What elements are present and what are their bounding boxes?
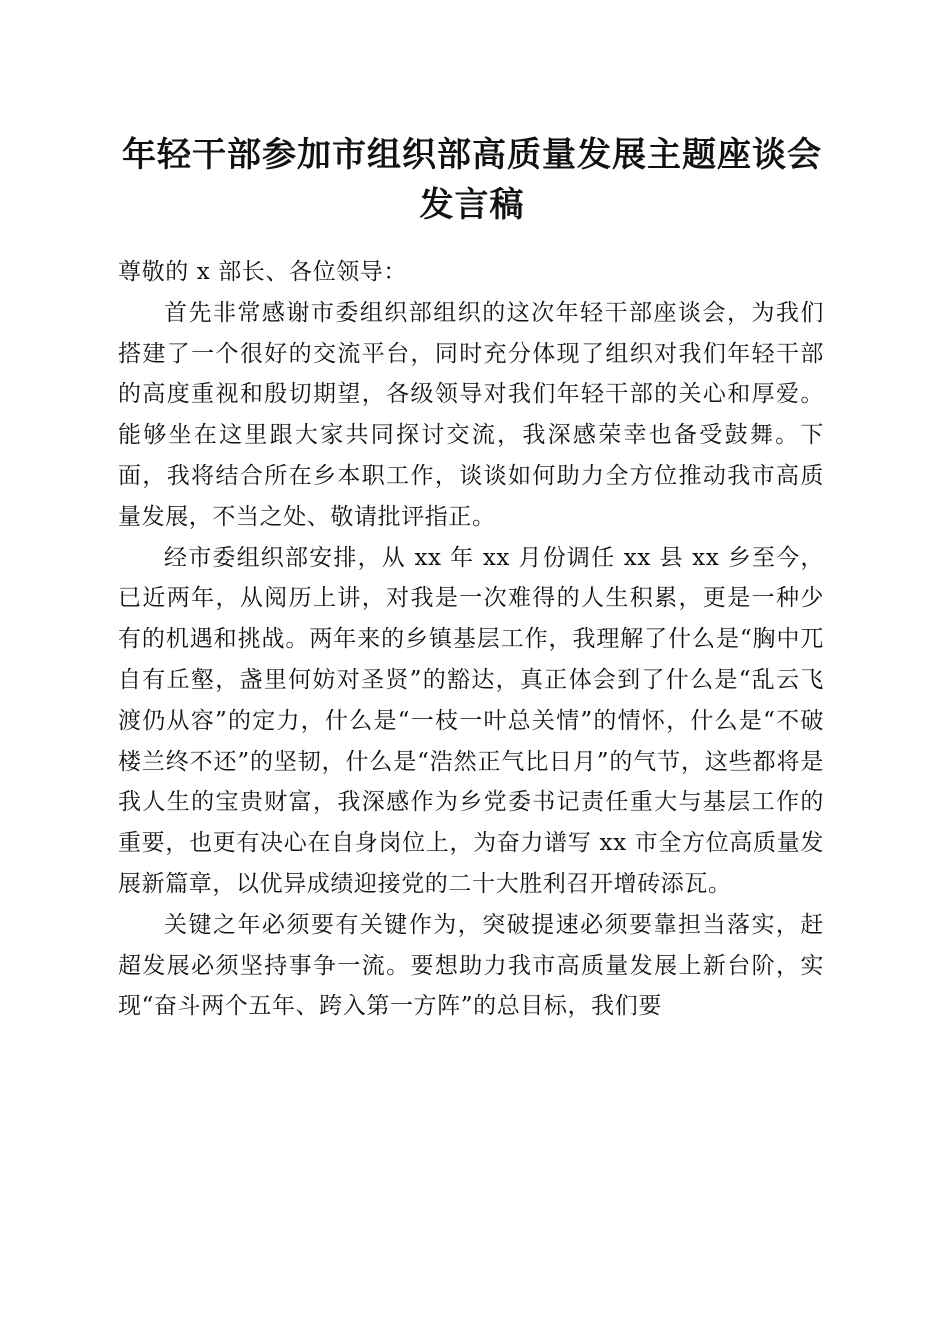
title-line-2: 发言稿	[419, 185, 525, 225]
paragraph-1: 首先非常感谢市委组织部组织的这次年轻干部座谈会，为我们搭建了一个很好的交流平台，同时充分体现了组织对我们年轻干部的高度重视和殷切期望，各级领导对我们年轻干部的关心和厚爱。能够坐在这里跟大家共同探讨交流，我深感荣幸也备受鼓舞。下面，我将结合所在乡本职工作，谈谈如何助力全方位推动我市高质量发展，不当之处、敬请批评指正。	[118, 299, 824, 530]
paragraph-2: 经市委组织部安排，从 xx 年 xx 月份调任 xx 县 xx 乡至今，已近两年，从阅历上讲，对我是一次难得的人生积累，更是一种少有的机遇和挑战。两年来的乡镇基层工作，我理解了什么是“胸中兀自有丘壑，盏里何妨对圣贤”的豁达，真正体会到了什么是“乱云飞渡仍从容”的定力，什么是“一枝一叶总关情”的情怀，什么是“不破楼兰终不还”的坚韧，什么是“浩然正气比日月”的气节，这些都将是我人生的宝贵财富，我深感作为乡党委书记责任重大与基层工作的重要，也更有决心在自身岗位上，为奋力谱写 xx 市全方位高质量发展新篇章，以优异成绩迎接党的二十大胜利召开增砖添瓦。	[118, 544, 824, 897]
document-title	[112, 130, 832, 230]
paragraph-3: 关键之年必须要有关键作为，突破提速必须要靠担当落实，赶超发展必须坚持事争一流。要想助力我市高质量发展上新台阶，实现“奋斗两个五年、跨入第一方阵”的总目标，我们要	[118, 911, 824, 1020]
title-line-1: 年轻干部参加市组织部高质量发展主题座谈会	[122, 135, 822, 175]
document-body	[118, 252, 824, 1027]
salutation: 尊敬的 x 部长、各位领导：	[118, 259, 407, 285]
